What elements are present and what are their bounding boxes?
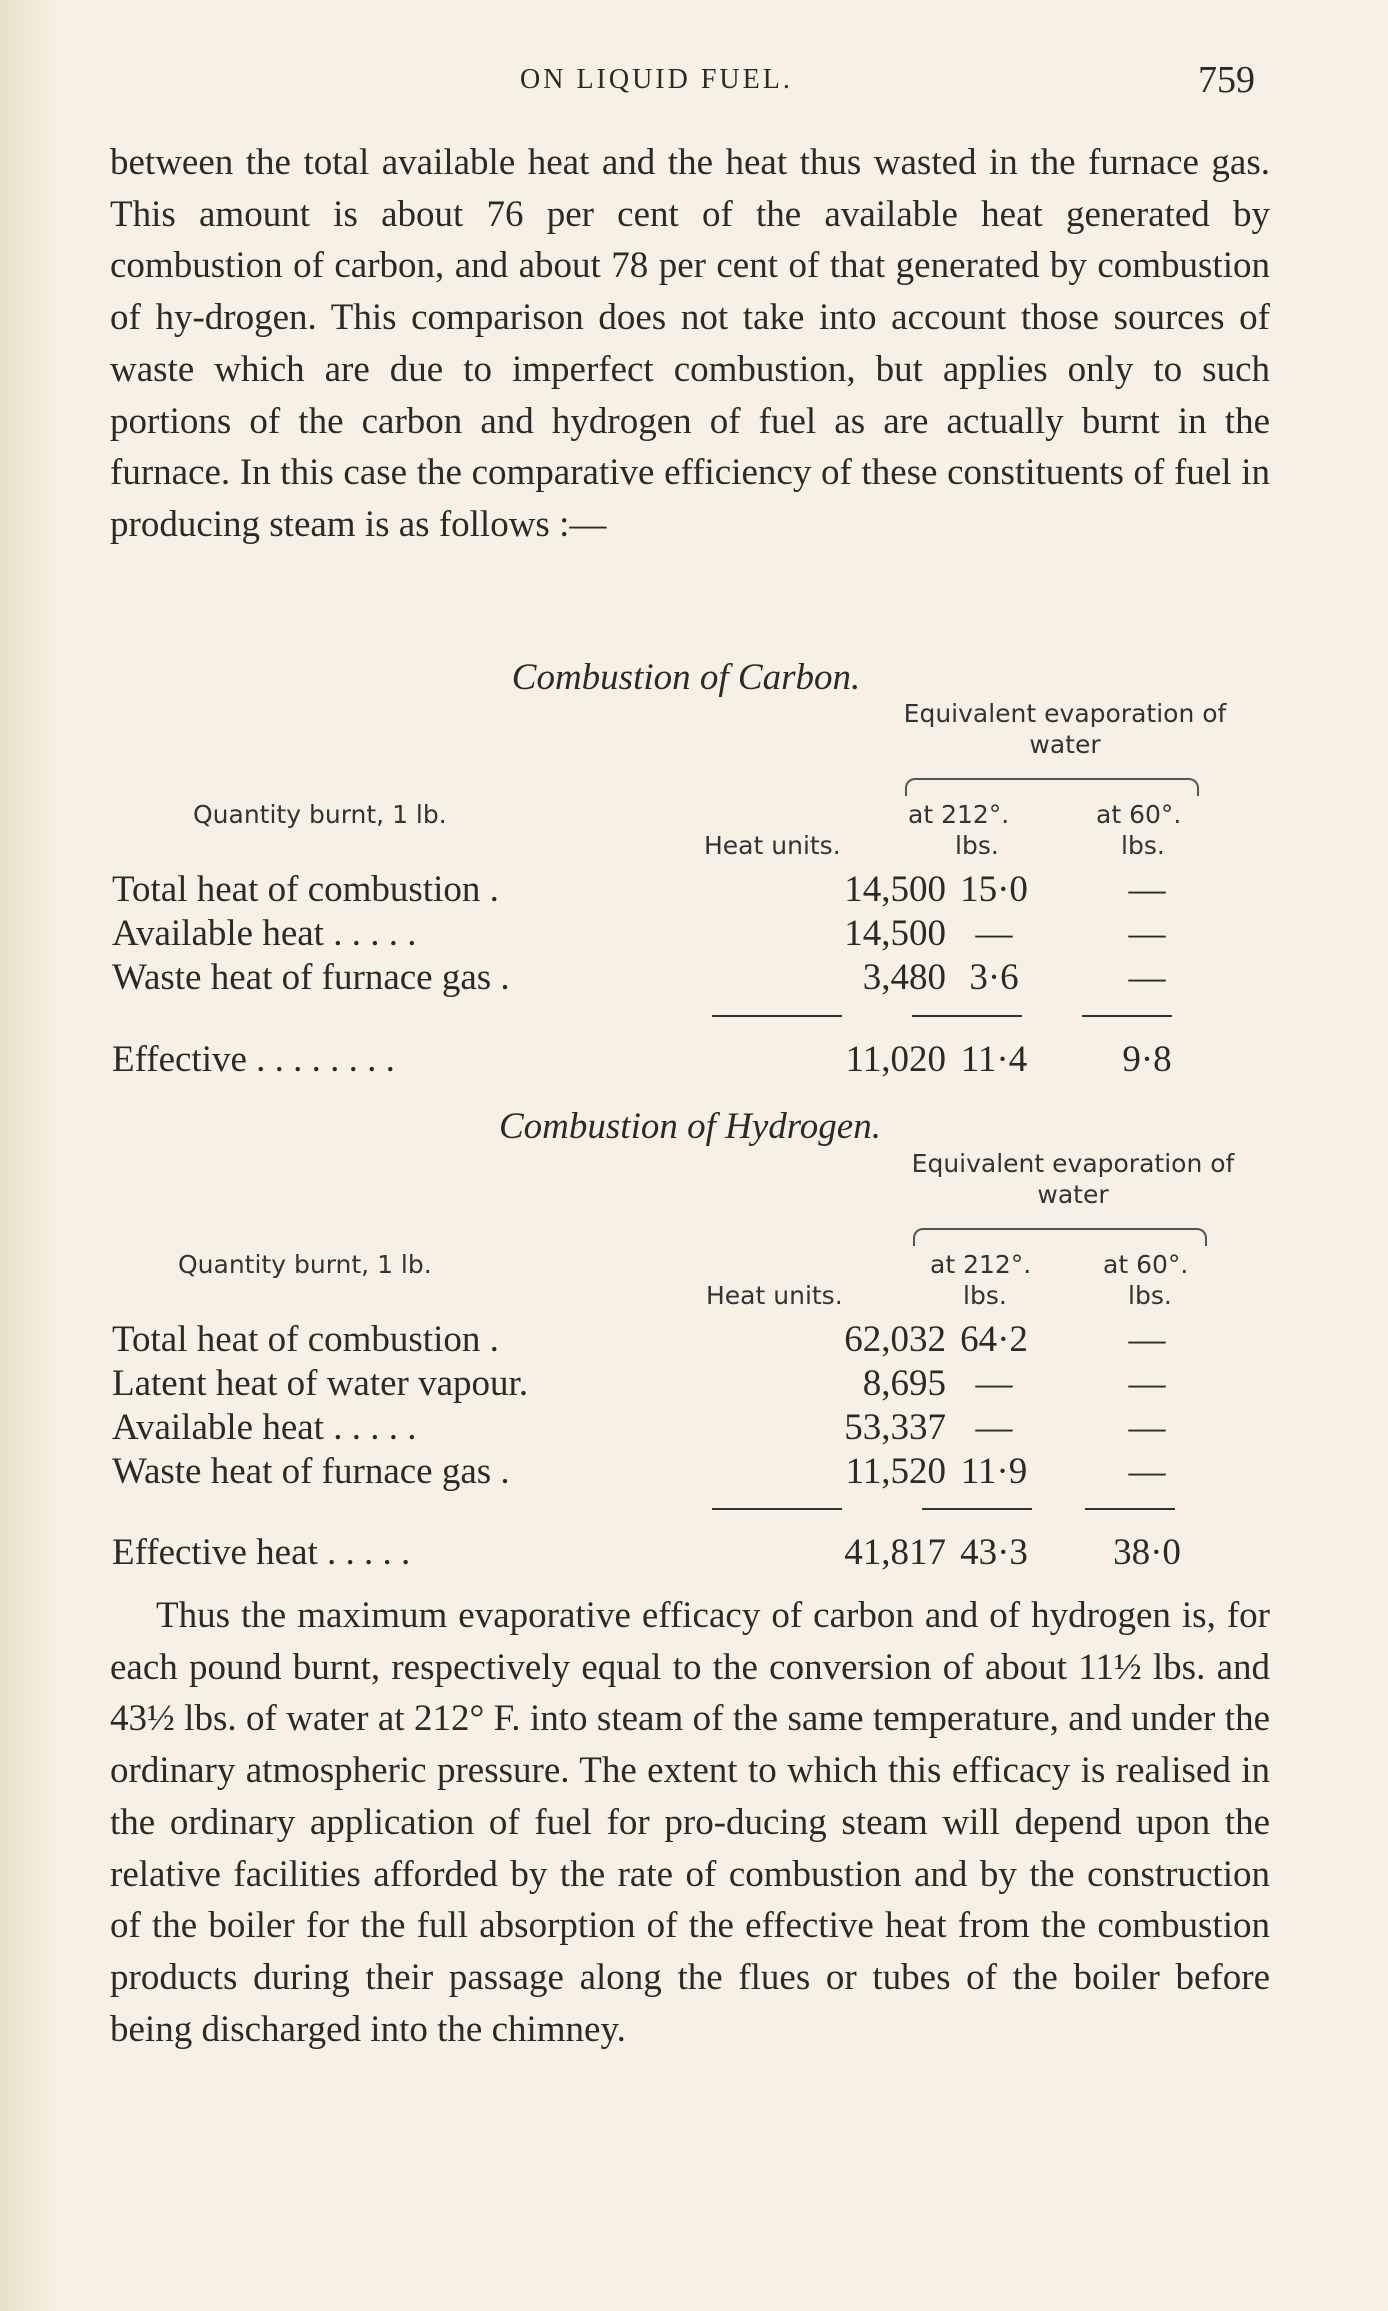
row-heat: 14,500	[844, 869, 946, 910]
row-heat: 53,337	[844, 1407, 946, 1448]
row-label: Total heat of combustion .	[112, 869, 499, 910]
table-row	[112, 1318, 1212, 1362]
carbon-col-212-header: at 212°.	[908, 800, 1010, 829]
hydrogen-table	[0, 1148, 1388, 1573]
row-at60: —	[1128, 1363, 1166, 1404]
row-label: Latent heat of water vapour.	[112, 1363, 529, 1404]
carbon-heat-units-header: Heat units.	[704, 831, 841, 860]
row-heat: 11,520	[845, 1451, 946, 1492]
running-head: ON LIQUID FUEL.	[520, 64, 793, 95]
row-at60: —	[1128, 1407, 1166, 1448]
hydrogen-equiv-header: Equivalent evaporation of water	[911, 1149, 1235, 1209]
table-total-row	[112, 1038, 1212, 1082]
row-label: Available heat . . . . .	[112, 1407, 417, 1448]
carbon-unit-60: lbs.	[1121, 831, 1165, 860]
table-row	[112, 1450, 1212, 1494]
hydrogen-quantity-label: Quantity burnt, 1 lb.	[178, 1250, 432, 1279]
row-at212: 64·2	[960, 1319, 1028, 1360]
table-row	[112, 868, 1212, 912]
row-heat: 3,480	[862, 957, 946, 998]
total-label: Effective heat . . . . .	[112, 1532, 411, 1573]
sum-rule	[1085, 1508, 1175, 1510]
row-at212: —	[975, 913, 1013, 954]
row-label: Waste heat of furnace gas .	[112, 957, 510, 998]
row-at60: —	[1128, 1451, 1166, 1492]
row-at60: —	[1128, 957, 1166, 998]
row-label: Total heat of combustion .	[112, 1319, 499, 1360]
sum-rule	[912, 1015, 1022, 1017]
row-heat: 8,695	[862, 1363, 946, 1404]
carbon-unit-212: lbs.	[955, 831, 999, 860]
carbon-col-60-header: at 60°.	[1096, 800, 1182, 829]
table-row	[112, 956, 1212, 1000]
hydrogen-heat-units-header: Heat units.	[706, 1281, 843, 1310]
intro-paragraph: between the total available heat and the heat thus wasted in the furnace gas. This amount is about 76 per cent of the available heat generated by combustion of carbon, and about 78 per cent of that generated by combustion of hy-drogen. This comparison does not take into account those sources of waste which are due to imperfect combustion, but applies only to such portions of the carbon and hydrogen of fuel as are actually burnt in the furnace. In this case the comparative efficiency of these constituents of fuel in producing steam is as follows :—	[110, 142, 1270, 545]
sum-rule	[712, 1015, 842, 1017]
row-label: Available heat . . . . .	[112, 913, 417, 954]
table-total-row	[112, 1531, 1212, 1575]
row-at212: 11·9	[960, 1451, 1028, 1492]
row-heat: 14,500	[844, 913, 946, 954]
row-at212: —	[975, 1407, 1013, 1448]
sum-rule	[922, 1508, 1032, 1510]
carbon-brace	[905, 778, 1199, 796]
row-at60: —	[1128, 869, 1166, 910]
total-at212: 43·3	[960, 1532, 1028, 1573]
hydrogen-col-60-header: at 60°.	[1103, 1250, 1189, 1279]
sum-rule	[1082, 1015, 1172, 1017]
total-label: Effective . . . . . . . .	[112, 1039, 395, 1080]
total-heat: 41,817	[844, 1532, 946, 1573]
row-at212: —	[975, 1363, 1013, 1404]
row-at212: 3·6	[969, 957, 1019, 998]
row-at60: —	[1128, 1319, 1166, 1360]
hydrogen-col-212-header: at 212°.	[930, 1250, 1032, 1279]
hydrogen-brace	[913, 1228, 1207, 1246]
carbon-table-title: Combustion of Carbon.	[511, 657, 861, 698]
table-row	[112, 1362, 1212, 1406]
row-at212: 15·0	[960, 869, 1028, 910]
row-label: Waste heat of furnace gas .	[112, 1451, 510, 1492]
total-at212: 11·4	[960, 1039, 1028, 1080]
carbon-equiv-header: Equivalent evaporation of water	[903, 699, 1227, 759]
closing-paragraph: Thus the maximum evaporative efficacy of carbon and of hydrogen is, for each pound burnt, respectively equal to the conversion of about 11½ lbs. and 43½ lbs. of water at 212° F. into steam of the same temperature, and under the ordinary atmospheric pressure. The extent to which this efficacy is realised in the ordinary application of fuel for pro-ducing steam will depend upon the relative facilities afforded by the rate of combustion and by the construction of the boiler for the full absorption of the effective heat from the combustion products during their passage along the flues or tubes of the boiler before being discharged into the chimney.	[110, 1595, 1270, 2050]
total-heat: 11,020	[845, 1039, 946, 1080]
page-header	[0, 58, 1388, 108]
hydrogen-table-title: Combustion of Hydrogen.	[499, 1106, 881, 1147]
table-row	[112, 1406, 1212, 1450]
sum-rule	[712, 1508, 842, 1510]
carbon-table	[0, 698, 1388, 1118]
carbon-quantity-label: Quantity burnt, 1 lb.	[193, 800, 447, 829]
row-at60: —	[1128, 913, 1166, 954]
table-row	[112, 912, 1212, 956]
page-number: 759	[1198, 59, 1255, 101]
total-at60: 9·8	[1122, 1039, 1172, 1080]
hydrogen-unit-60: lbs.	[1128, 1281, 1172, 1310]
row-heat: 62,032	[844, 1319, 946, 1360]
hydrogen-unit-212: lbs.	[963, 1281, 1007, 1310]
total-at60: 38·0	[1113, 1532, 1181, 1573]
